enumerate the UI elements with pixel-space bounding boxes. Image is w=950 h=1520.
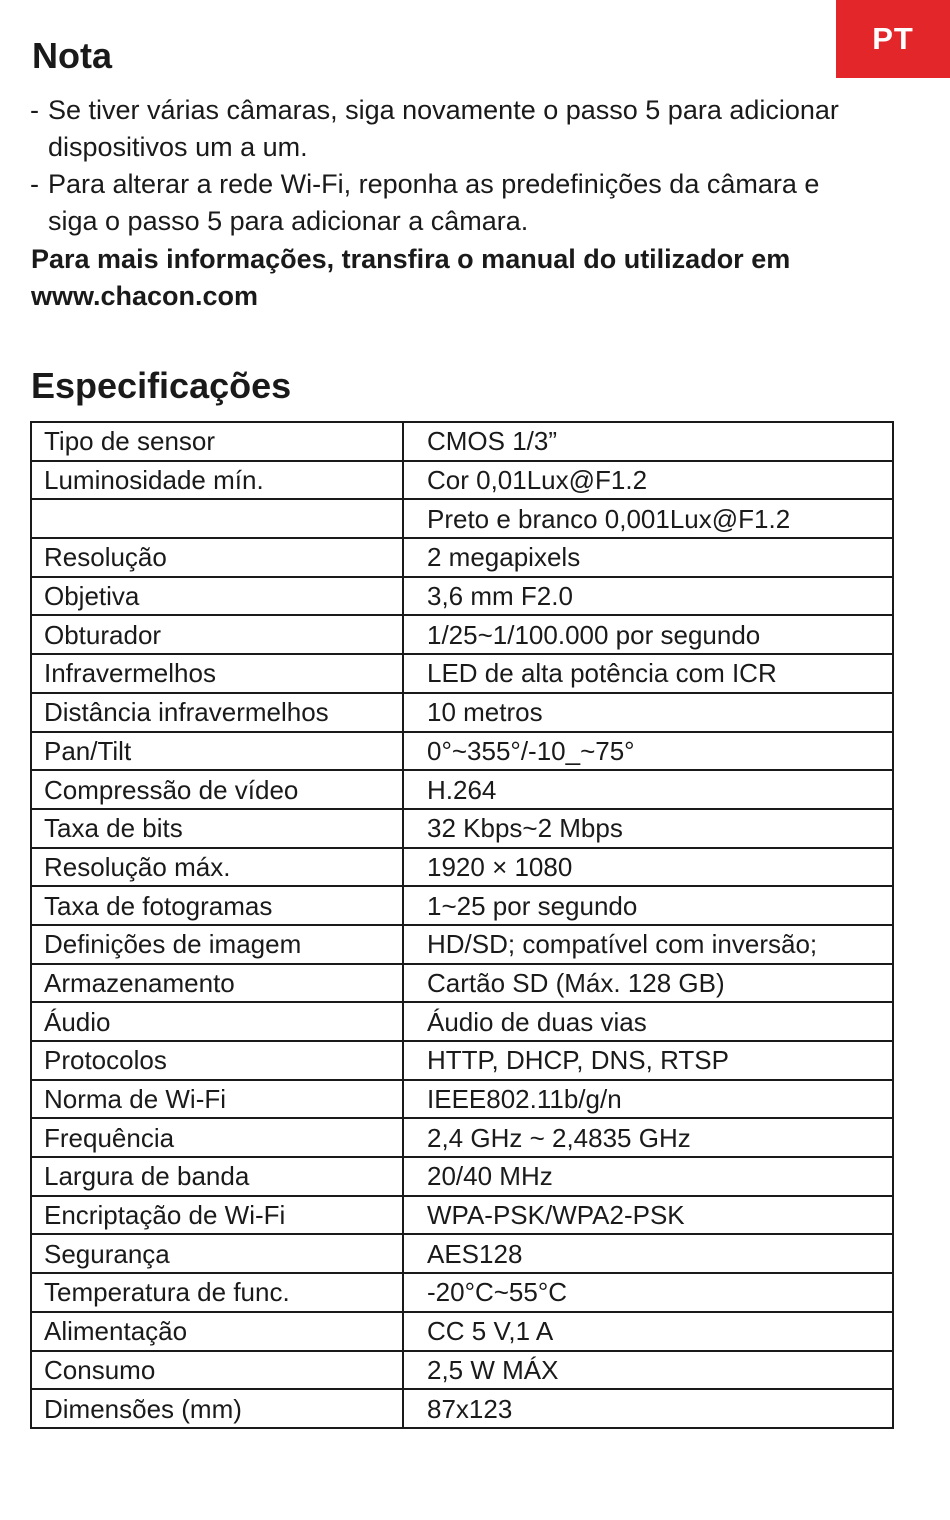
spec-value: 1~25 por segundo bbox=[403, 886, 893, 925]
spec-value: 3,6 mm F2.0 bbox=[403, 577, 893, 616]
spec-row bbox=[31, 1312, 893, 1351]
spec-label: Dimensões (mm) bbox=[31, 1389, 403, 1428]
language-badge: PT bbox=[836, 0, 950, 78]
note-title: Nota bbox=[32, 35, 112, 76]
spec-row bbox=[31, 1389, 893, 1428]
spec-value: AES128 bbox=[403, 1234, 893, 1273]
specifications-table-body bbox=[31, 422, 893, 1428]
spec-value: 1920 × 1080 bbox=[403, 848, 893, 887]
spec-value: 20/40 MHz bbox=[403, 1157, 893, 1196]
spec-label: Armazenamento bbox=[31, 964, 403, 1003]
spec-row bbox=[31, 1041, 893, 1080]
spec-label: Taxa de fotogramas bbox=[31, 886, 403, 925]
spec-row bbox=[31, 1002, 893, 1041]
spec-row bbox=[31, 422, 893, 461]
spec-value: 10 metros bbox=[403, 693, 893, 732]
spec-row bbox=[31, 770, 893, 809]
spec-row bbox=[31, 1118, 893, 1157]
spec-value: Cor 0,01Lux@F1.2 bbox=[403, 461, 893, 500]
bullet-dash: - bbox=[30, 169, 39, 199]
spec-row bbox=[31, 693, 893, 732]
spec-label: Segurança bbox=[31, 1234, 403, 1273]
spec-row bbox=[31, 499, 893, 538]
note-list bbox=[30, 92, 860, 240]
spec-value: Áudio de duas vias bbox=[403, 1002, 893, 1041]
spec-label: Compressão de vídeo bbox=[31, 770, 403, 809]
spec-row bbox=[31, 615, 893, 654]
spec-row bbox=[31, 848, 893, 887]
spec-value: IEEE802.11b/g/n bbox=[403, 1080, 893, 1119]
spec-label: Norma de Wi-Fi bbox=[31, 1080, 403, 1119]
spec-label: Tipo de sensor bbox=[31, 422, 403, 461]
spec-label: Definições de imagem bbox=[31, 925, 403, 964]
spec-label: Protocolos bbox=[31, 1041, 403, 1080]
spec-row bbox=[31, 925, 893, 964]
spec-label: Consumo bbox=[31, 1351, 403, 1390]
specifications-title: Especificações bbox=[31, 365, 292, 406]
spec-label: Áudio bbox=[31, 1002, 403, 1041]
spec-value: 2,4 GHz ~ 2,4835 GHz bbox=[403, 1118, 893, 1157]
spec-value: 32 Kbps~2 Mbps bbox=[403, 809, 893, 848]
manual-download-note: Para mais informações, transfira o manual do utilizador em www.chacon.com bbox=[31, 244, 791, 311]
note-item-text: Se tiver várias câmaras, siga novamente o passo 5 para adicionar dispositivos um a um. bbox=[48, 95, 839, 162]
specifications-table bbox=[30, 421, 894, 1429]
spec-row bbox=[31, 732, 893, 771]
spec-row bbox=[31, 886, 893, 925]
spec-row bbox=[31, 1080, 893, 1119]
spec-value: H.264 bbox=[403, 770, 893, 809]
spec-value: -20°C~55°C bbox=[403, 1273, 893, 1312]
spec-value: Preto e branco 0,001Lux@F1.2 bbox=[403, 499, 893, 538]
spec-row bbox=[31, 538, 893, 577]
spec-value: HTTP, DHCP, DNS, RTSP bbox=[403, 1041, 893, 1080]
spec-row bbox=[31, 1196, 893, 1235]
spec-label: Objetiva bbox=[31, 577, 403, 616]
spec-value: 0°~355°/-10_~75° bbox=[403, 732, 893, 771]
spec-value: 87x123 bbox=[403, 1389, 893, 1428]
spec-label: Resolução bbox=[31, 538, 403, 577]
spec-value: CMOS 1/3” bbox=[403, 422, 893, 461]
spec-label: Obturador bbox=[31, 615, 403, 654]
spec-label: Luminosidade mín. bbox=[31, 461, 403, 500]
spec-label: Resolução máx. bbox=[31, 848, 403, 887]
spec-label: Encriptação de Wi-Fi bbox=[31, 1196, 403, 1235]
spec-value: CC 5 V,1 A bbox=[403, 1312, 893, 1351]
spec-row bbox=[31, 1157, 893, 1196]
spec-row bbox=[31, 1351, 893, 1390]
spec-value: LED de alta potência com ICR bbox=[403, 654, 893, 693]
spec-label: Alimentação bbox=[31, 1312, 403, 1351]
spec-value: 2 megapixels bbox=[403, 538, 893, 577]
note-item-text: Para alterar a rede Wi-Fi, reponha as predefinições da câmara e siga o passo 5 para adicionar a câmara. bbox=[48, 169, 820, 236]
spec-row bbox=[31, 1273, 893, 1312]
spec-row bbox=[31, 1234, 893, 1273]
note-item bbox=[30, 92, 860, 166]
spec-label: Largura de banda bbox=[31, 1157, 403, 1196]
spec-label: Infravermelhos bbox=[31, 654, 403, 693]
bullet-dash: - bbox=[30, 95, 39, 125]
spec-row bbox=[31, 809, 893, 848]
spec-row bbox=[31, 964, 893, 1003]
spec-value: 1/25~1/100.000 por segundo bbox=[403, 615, 893, 654]
note-item bbox=[30, 166, 860, 240]
spec-value: 2,5 W MÁX bbox=[403, 1351, 893, 1390]
spec-label: Pan/Tilt bbox=[31, 732, 403, 771]
spec-row bbox=[31, 461, 893, 500]
spec-row bbox=[31, 577, 893, 616]
spec-label: Temperatura de func. bbox=[31, 1273, 403, 1312]
spec-label: Distância infravermelhos bbox=[31, 693, 403, 732]
spec-label bbox=[31, 499, 403, 538]
spec-label: Frequência bbox=[31, 1118, 403, 1157]
spec-value: Cartão SD (Máx. 128 GB) bbox=[403, 964, 893, 1003]
spec-value: HD/SD; compatível com inversão; bbox=[403, 925, 893, 964]
spec-row bbox=[31, 654, 893, 693]
spec-label: Taxa de bits bbox=[31, 809, 403, 848]
spec-value: WPA-PSK/WPA2-PSK bbox=[403, 1196, 893, 1235]
